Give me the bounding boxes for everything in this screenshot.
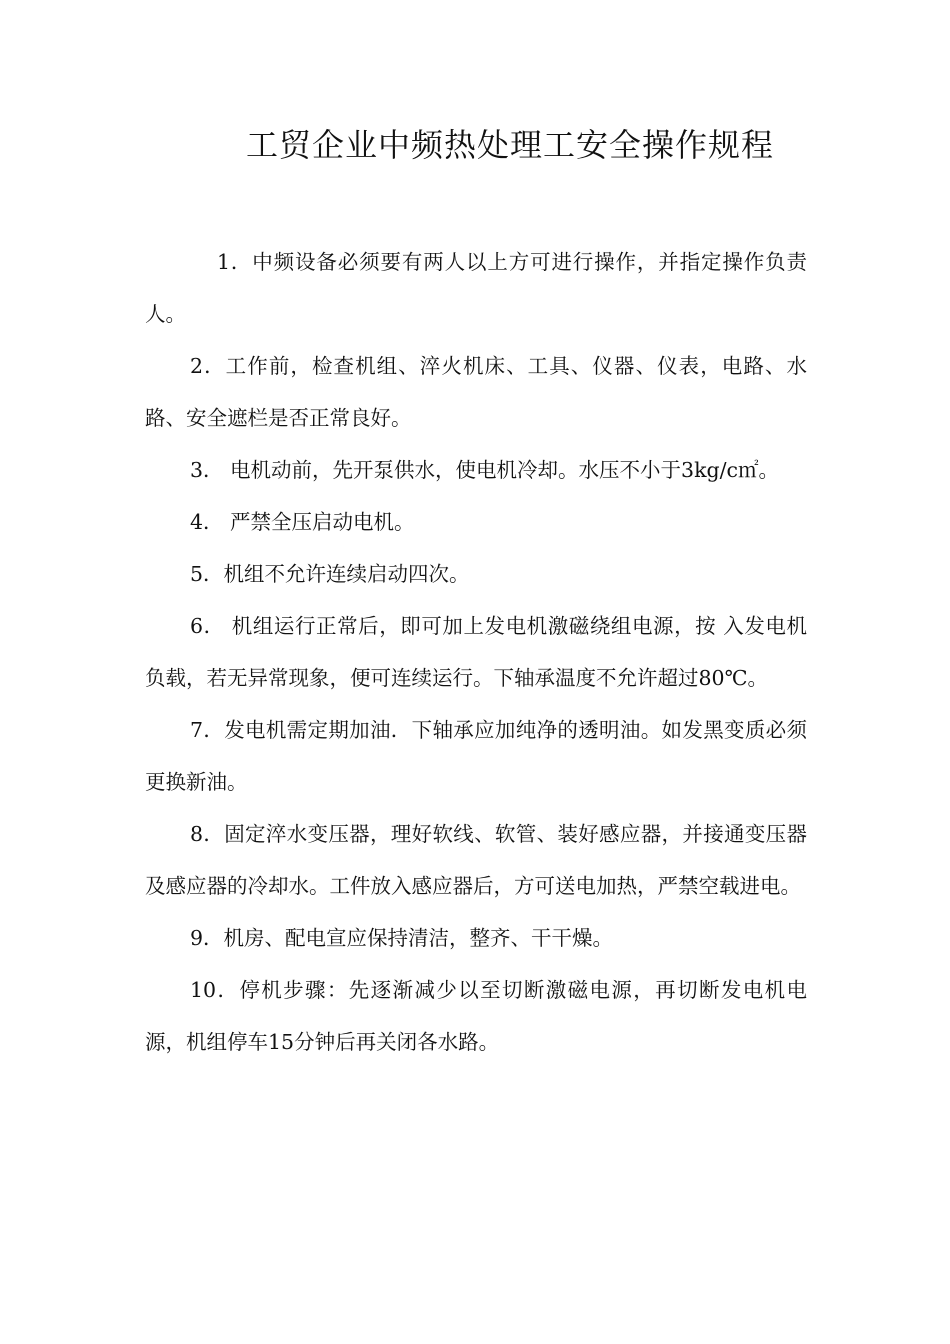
rule-item-8: 8．固定淬水变压器，理好软线、软管、装好感应器，并接通变压器及感应器的冷却水。工件放入感应器后，方可送电加热，严禁空载进电。 xyxy=(145,822,807,898)
rule-item-10: 10．停机步骤：先逐渐减少以至切断激磁电源，再切断发电机电源，机组停车15分钟后再关闭各水路。 xyxy=(145,978,807,1054)
document-body xyxy=(145,236,807,1068)
rule-item-6: 6． 机组运行正常后，即可加上发电机激磁绕组电源，按 入发电机负载，若无异常现象，便可连续运行。下轴承温度不允许超过80℃。 xyxy=(145,614,807,690)
document-title: 工贸企业中频热处理工安全操作规程 xyxy=(245,126,774,164)
rule-item-2: 2．工作前，检查机组、淬火机床、工具、仪器、仪表，电路、水路、安全遮栏是否正常良好。 xyxy=(145,354,807,430)
rule-item-9: 9．机房、配电宣应保持清洁，整齐、干干燥。 xyxy=(190,926,614,950)
rule-item-1: 1．中频设备必须要有两人以上方可进行操作，并指定操作负责人。 xyxy=(145,250,807,326)
rule-item-5: 5．机组不允许连续启动四次。 xyxy=(190,562,470,586)
rule-item-7: 7．发电机需定期加油．下轴承应加纯净的透明油。如发黑变质必须更换新油。 xyxy=(145,718,807,794)
rule-item-4: 4． 严禁全压启动电机。 xyxy=(190,510,415,534)
rule-item-3: 3． 电机动前，先开泵供水，使电机冷却。水压不小于3kg/c㎡。 xyxy=(190,458,780,482)
